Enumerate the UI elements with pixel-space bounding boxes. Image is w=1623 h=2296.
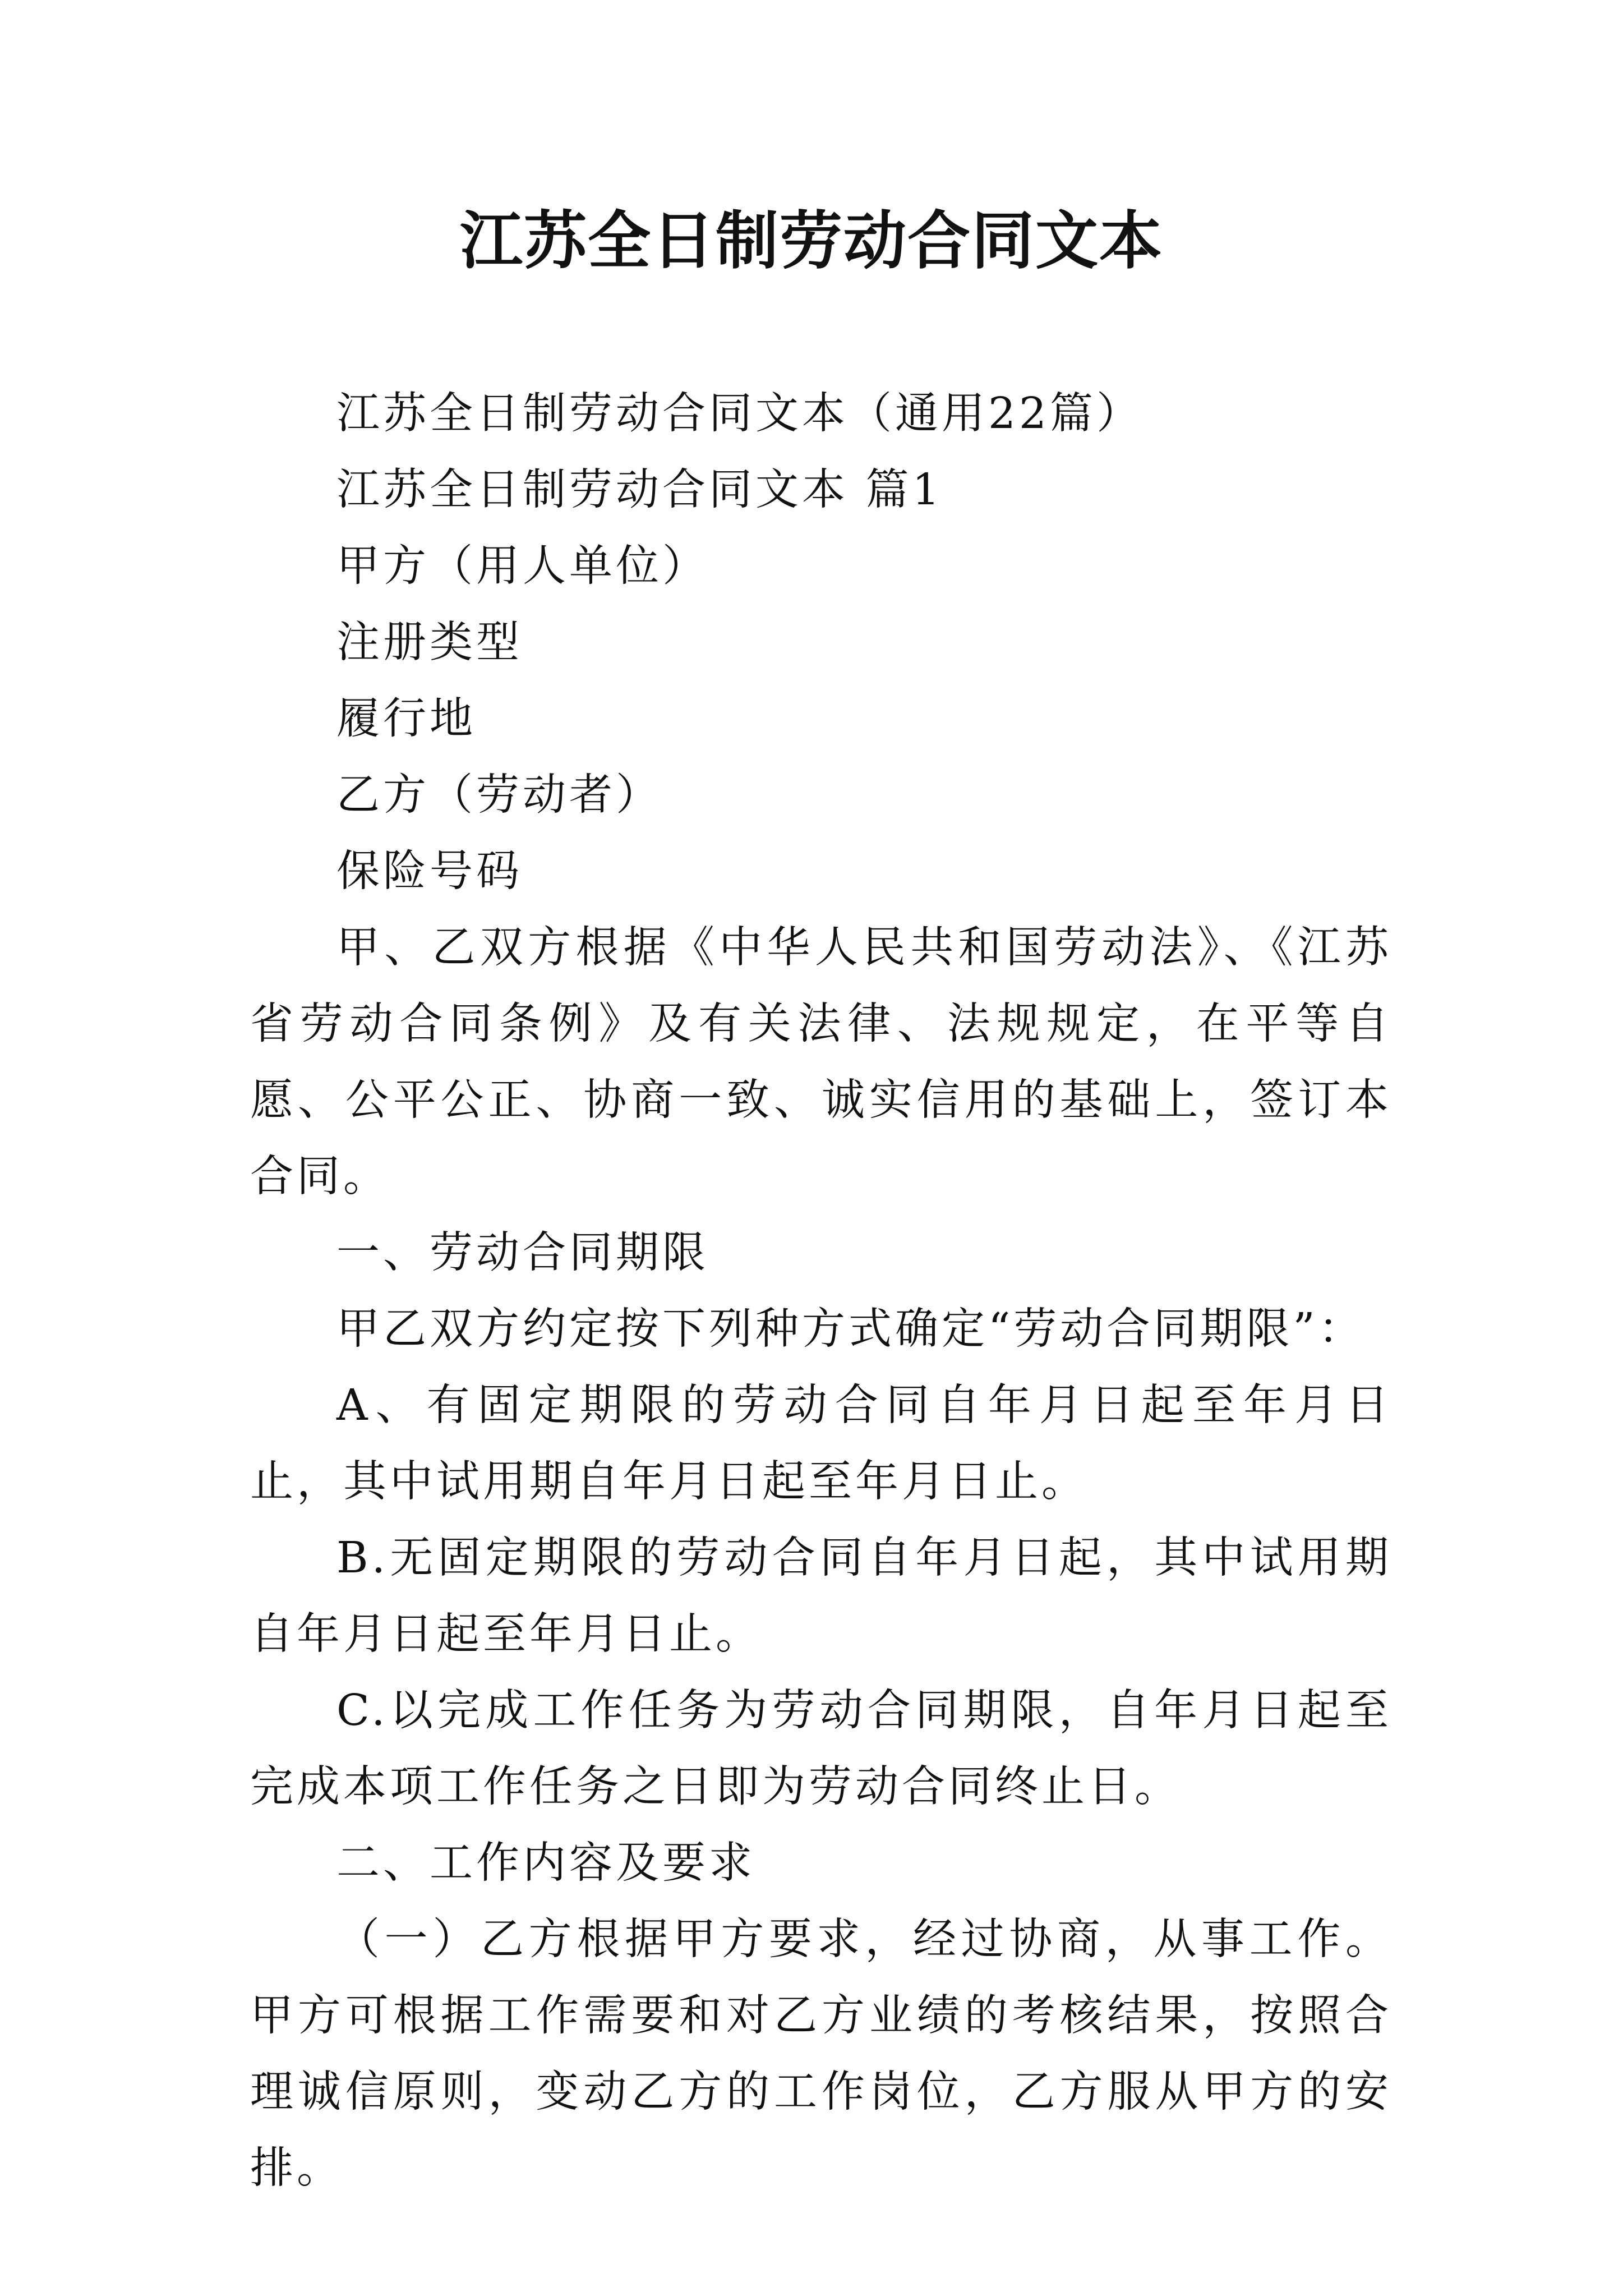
paragraph-heading-work: 二、工作内容及要求: [336, 1838, 755, 1888]
paragraph-party-b: 乙方（劳动者）: [336, 770, 662, 820]
document-body: [250, 376, 1392, 2207]
paragraph-option-a: A、有固定期限的劳动合同自年月日起至年月日止，其中试用期自年月日起至年月日止。: [250, 1381, 1392, 1507]
paragraph-option-c: C.以完成工作任务为劳动合同期限，自年月日起至完成本项工作任务之日即为劳动合同终止日。: [250, 1686, 1392, 1812]
paragraph-heading-term: 一、劳动合同期限: [336, 1228, 709, 1278]
paragraph-preamble: 甲、乙双方根据《中华人民共和国劳动法》、《江苏省劳动合同条例》及有关法律、法规规定，在平等自愿、公平公正、协商一致、诚实信用的基础上，签订本合同。: [250, 923, 1392, 1202]
paragraph-insurance-number: 保险号码: [336, 846, 523, 896]
paragraph-subtitle: 江苏全日制劳动合同文本（通用22篇）: [336, 389, 1143, 439]
paragraph-work-clause-1: （一）乙方根据甲方要求，经过协商，从事工作。甲方可根据工作需要和对乙方业绩的考核结果，按照合理诚信原则，变动乙方的工作岗位，乙方服从甲方的安排。: [250, 1915, 1392, 2193]
paragraph-option-b: B.无固定期限的劳动合同自年月日起，其中试用期自年月日起至年月日止。: [250, 1533, 1392, 1659]
paragraph-section-heading: 江苏全日制劳动合同文本 篇1: [336, 465, 943, 515]
document-title: 江苏全日制劳动合同文本: [460, 204, 1163, 278]
paragraph-place-of-performance: 履行地: [336, 694, 476, 744]
paragraph-registration-type: 注册类型: [336, 618, 523, 668]
paragraph-term-intro: 甲乙双方约定按下列种方式确定“劳动合同期限”：: [336, 1304, 1365, 1354]
paragraph-party-a: 甲方（用人单位）: [336, 541, 709, 591]
